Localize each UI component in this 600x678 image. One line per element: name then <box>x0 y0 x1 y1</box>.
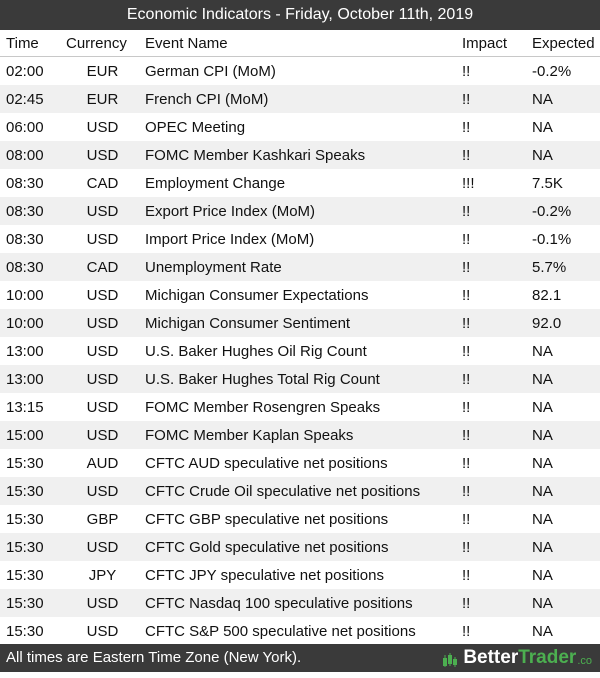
table-row <box>0 477 600 505</box>
cell-event-name: German CPI (MoM) <box>145 62 276 80</box>
brand-name-better: Better <box>463 647 519 668</box>
cell-expected: 92.0 <box>532 314 562 332</box>
column-header-event-name: Event Name <box>143 30 458 57</box>
cell-expected: NA <box>532 146 553 164</box>
column-header-currency: Currency <box>62 30 143 57</box>
cell-event-name: Employment Change <box>145 174 286 192</box>
cell-currency: JPY <box>88 566 117 584</box>
cell-event-name: FOMC Member Kashkari Speaks <box>145 146 366 164</box>
cell-impact: !! <box>462 398 471 416</box>
cell-impact: !! <box>462 482 471 500</box>
trading-candles-icon <box>442 650 458 666</box>
column-header-expected: Expected <box>532 30 600 57</box>
cell-time: 15:30 <box>6 566 44 584</box>
table-row <box>0 225 600 253</box>
cell-currency: USD <box>86 286 119 304</box>
table-row <box>0 253 600 281</box>
cell-impact: !! <box>462 538 471 556</box>
cell-expected: NA <box>532 622 553 640</box>
cell-impact: !! <box>462 258 471 276</box>
cell-currency: USD <box>86 118 119 136</box>
cell-expected: NA <box>532 398 553 416</box>
cell-expected: NA <box>532 454 553 472</box>
table-row <box>0 617 600 645</box>
cell-event-name: Import Price Index (MoM) <box>145 230 315 248</box>
cell-impact: !! <box>462 146 471 164</box>
cell-time: 15:00 <box>6 426 44 444</box>
cell-impact: !! <box>462 342 471 360</box>
cell-event-name: FOMC Member Kaplan Speaks <box>145 426 354 444</box>
cell-time: 15:30 <box>6 622 44 640</box>
cell-time: 10:00 <box>6 286 44 304</box>
cell-time: 06:00 <box>6 118 44 136</box>
cell-expected: -0.1% <box>532 230 572 248</box>
cell-expected: -0.2% <box>532 202 572 220</box>
economic-indicators-table <box>0 30 600 645</box>
cell-time: 08:30 <box>6 230 44 248</box>
cell-time: 13:00 <box>6 342 44 360</box>
cell-expected: 82.1 <box>532 286 562 304</box>
cell-expected: NA <box>532 538 553 556</box>
cell-expected: NA <box>532 342 553 360</box>
cell-time: 08:30 <box>6 258 44 276</box>
table-row <box>0 113 600 141</box>
cell-impact: !! <box>462 370 471 388</box>
cell-expected: NA <box>532 118 553 136</box>
cell-currency: USD <box>86 314 119 332</box>
table-header-row <box>0 30 600 57</box>
table-row <box>0 169 600 197</box>
footer-bar <box>0 644 600 672</box>
cell-impact: !! <box>462 314 471 332</box>
cell-expected: 5.7% <box>532 258 567 276</box>
column-header-time: Time <box>0 30 62 57</box>
cell-impact: !! <box>462 510 471 528</box>
cell-currency: CAD <box>86 174 119 192</box>
cell-expected: -0.2% <box>532 62 572 80</box>
table-row <box>0 449 600 477</box>
brand-name-trader: Trader <box>518 647 577 668</box>
cell-currency: EUR <box>86 90 119 108</box>
cell-event-name: Export Price Index (MoM) <box>145 202 316 220</box>
cell-currency: USD <box>86 202 119 220</box>
cell-currency: USD <box>86 342 119 360</box>
cell-impact: !! <box>462 118 471 136</box>
brand-logo-link[interactable] <box>442 644 592 672</box>
cell-event-name: U.S. Baker Hughes Total Rig Count <box>145 370 380 388</box>
cell-expected: 7.5K <box>532 174 563 192</box>
cell-currency: USD <box>86 398 119 416</box>
table-row <box>0 505 600 533</box>
cell-event-name: CFTC Nasdaq 100 speculative positions <box>145 594 413 612</box>
cell-time: 10:00 <box>6 314 44 332</box>
table-row <box>0 533 600 561</box>
cell-currency: USD <box>86 370 119 388</box>
table-row <box>0 421 600 449</box>
cell-currency: CAD <box>86 258 119 276</box>
cell-expected: NA <box>532 370 553 388</box>
cell-impact: !! <box>462 286 471 304</box>
table-row <box>0 281 600 309</box>
cell-impact: !! <box>462 454 471 472</box>
cell-time: 02:45 <box>6 90 44 108</box>
column-header-impact: Impact <box>458 30 532 57</box>
cell-currency: USD <box>86 230 119 248</box>
cell-time: 13:00 <box>6 370 44 388</box>
cell-impact: !! <box>462 202 471 220</box>
cell-event-name: FOMC Member Rosengren Speaks <box>145 398 381 416</box>
cell-time: 15:30 <box>6 482 44 500</box>
cell-impact: !! <box>462 426 471 444</box>
cell-event-name: CFTC JPY speculative net positions <box>145 566 384 584</box>
cell-event-name: Michigan Consumer Sentiment <box>145 314 351 332</box>
cell-currency: USD <box>86 538 119 556</box>
cell-event-name: Michigan Consumer Expectations <box>145 286 369 304</box>
cell-currency: USD <box>86 594 119 612</box>
table-row <box>0 197 600 225</box>
cell-event-name: CFTC Crude Oil speculative net positions <box>145 482 421 500</box>
cell-time: 15:30 <box>6 594 44 612</box>
cell-time: 15:30 <box>6 510 44 528</box>
cell-impact: !!! <box>462 174 475 192</box>
cell-event-name: OPEC Meeting <box>145 118 246 136</box>
brand-domain-suffix: .co <box>577 655 592 667</box>
cell-impact: !! <box>462 90 471 108</box>
cell-time: 13:15 <box>6 398 44 416</box>
table-row <box>0 365 600 393</box>
table-body <box>0 57 600 646</box>
cell-event-name: CFTC S&P 500 speculative net positions <box>145 622 416 640</box>
cell-impact: !! <box>462 62 471 80</box>
table-row <box>0 393 600 421</box>
cell-time: 08:30 <box>6 202 44 220</box>
cell-currency: USD <box>86 482 119 500</box>
cell-event-name: CFTC Gold speculative net positions <box>145 538 389 556</box>
cell-time: 15:30 <box>6 454 44 472</box>
cell-event-name: CFTC GBP speculative net positions <box>145 510 389 528</box>
cell-expected: NA <box>532 90 553 108</box>
page-title: Economic Indicators - Friday, October 11th, 2019 <box>0 0 600 30</box>
cell-currency: EUR <box>86 62 119 80</box>
cell-expected: NA <box>532 566 553 584</box>
cell-expected: NA <box>532 482 553 500</box>
cell-currency: USD <box>86 426 119 444</box>
cell-time: 08:30 <box>6 174 44 192</box>
cell-time: 15:30 <box>6 538 44 556</box>
table-row <box>0 309 600 337</box>
cell-currency: AUD <box>86 454 119 472</box>
cell-time: 02:00 <box>6 62 44 80</box>
cell-expected: NA <box>532 594 553 612</box>
cell-expected: NA <box>532 510 553 528</box>
cell-expected: NA <box>532 426 553 444</box>
cell-currency: USD <box>86 146 119 164</box>
table-row <box>0 589 600 617</box>
table-row <box>0 561 600 589</box>
cell-impact: !! <box>462 622 471 640</box>
cell-event-name: CFTC AUD speculative net positions <box>145 454 388 472</box>
table-row <box>0 57 600 86</box>
cell-impact: !! <box>462 566 471 584</box>
table-row <box>0 85 600 113</box>
cell-event-name: French CPI (MoM) <box>145 90 269 108</box>
cell-currency: USD <box>86 622 119 640</box>
cell-time: 08:00 <box>6 146 44 164</box>
cell-event-name: U.S. Baker Hughes Oil Rig Count <box>145 342 367 360</box>
table-row <box>0 337 600 365</box>
cell-impact: !! <box>462 230 471 248</box>
timezone-note: All times are Eastern Time Zone (New York). <box>6 649 302 666</box>
table-row <box>0 141 600 169</box>
cell-event-name: Unemployment Rate <box>145 258 282 276</box>
cell-impact: !! <box>462 594 471 612</box>
cell-currency: GBP <box>86 510 119 528</box>
